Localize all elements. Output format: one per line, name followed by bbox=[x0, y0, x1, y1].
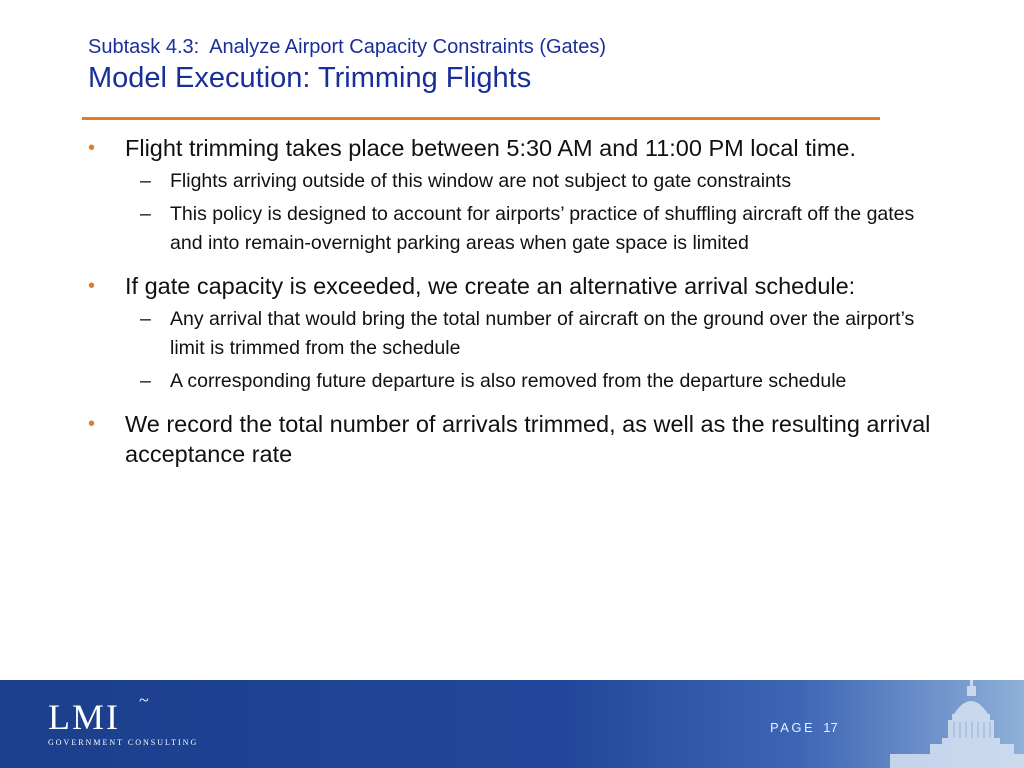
logo-tilde-mark: ~ bbox=[139, 690, 149, 710]
logo-tagline: GOVERNMENT CONSULTING bbox=[48, 738, 199, 747]
sub-bullet-text: This policy is designed to account for airports’ practice of shuffling aircraft off the gates and into remain-overnight parking areas when gate space is limited bbox=[170, 203, 915, 254]
lmi-logo bbox=[48, 690, 199, 747]
sub-bullet-text: Flights arriving outside of this window are not subject to gate constraints bbox=[170, 170, 792, 192]
bullet-text: If gate capacity is exceeded, we create an alternative arrival schedule: bbox=[125, 273, 856, 299]
sub-bullet-item bbox=[88, 167, 948, 196]
bullet-item bbox=[88, 133, 948, 163]
capitol-dome-icon bbox=[870, 680, 1024, 768]
slide-title: Model Execution: Trimming Flights bbox=[88, 62, 532, 94]
bullet-dot-icon: • bbox=[88, 137, 96, 159]
page-label: PAGE bbox=[770, 720, 816, 735]
slide-footer bbox=[0, 680, 1024, 768]
sub-bullet-text: Any arrival that would bring the total number of aircraft on the ground over the airport’s limit is trimmed from the schedule bbox=[170, 308, 915, 359]
slide-header bbox=[88, 34, 606, 96]
sub-bullet-item bbox=[88, 367, 948, 396]
logo-wordmark: LMI bbox=[48, 697, 120, 737]
bullet-dot-icon: • bbox=[88, 413, 96, 435]
title-divider bbox=[82, 117, 880, 120]
dash-icon: – bbox=[140, 370, 151, 392]
bullet-text: We record the total number of arrivals trimmed, as well as the resulting arrival acceptance rate bbox=[125, 411, 931, 467]
sub-bullet-text: A corresponding future departure is also removed from the departure schedule bbox=[170, 370, 847, 392]
page-indicator bbox=[770, 720, 838, 735]
slide-body bbox=[88, 133, 948, 469]
bullet-dot-icon: • bbox=[88, 275, 96, 297]
page-number: 17 bbox=[823, 720, 838, 735]
dash-icon: – bbox=[140, 203, 151, 225]
slide-subtitle: Subtask 4.3: Analyze Airport Capacity Constraints (Gates) bbox=[88, 36, 607, 58]
sub-bullet-item bbox=[88, 305, 948, 363]
sub-bullet-item bbox=[88, 200, 948, 258]
dash-icon: – bbox=[140, 170, 151, 192]
bullet-text: Flight trimming takes place between 5:30 AM and 11:00 PM local time. bbox=[125, 135, 857, 161]
bullet-item bbox=[88, 271, 948, 301]
dash-icon: – bbox=[140, 308, 151, 330]
bullet-item bbox=[88, 409, 948, 469]
